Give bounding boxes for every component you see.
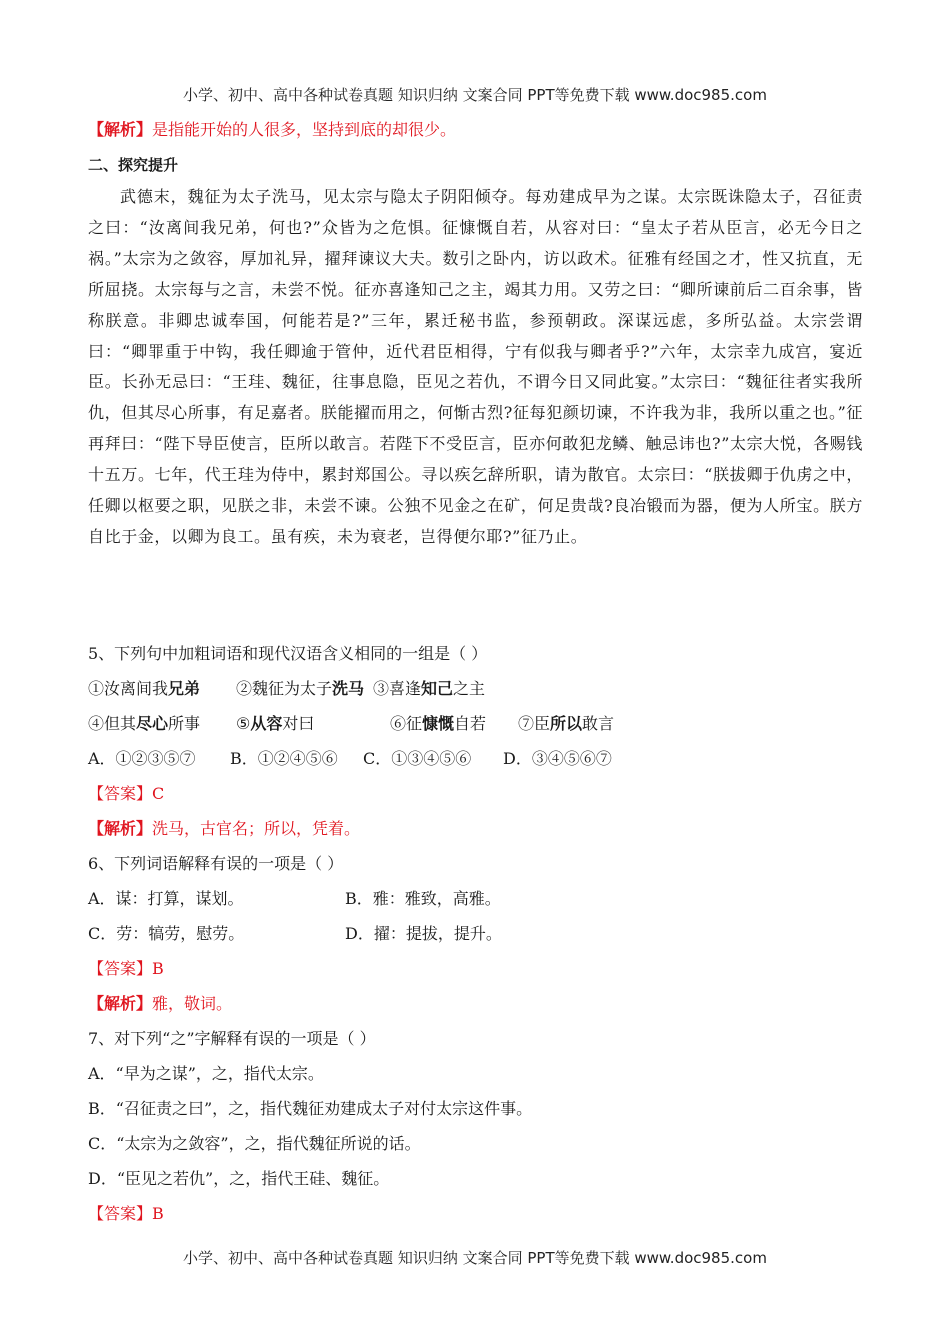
- q5-item-7: ⑦臣所以敢言: [518, 714, 615, 733]
- q5-item-1: ①汝离间我兄弟: [88, 679, 201, 698]
- q5-analysis: [88, 816, 360, 839]
- q5-option-b: B．①②④⑤⑥: [230, 749, 338, 768]
- q5-items-row2: [88, 711, 615, 734]
- analysis-text: 雅，敬词。: [152, 994, 233, 1013]
- analysis-tag: 【解析】: [88, 120, 153, 139]
- answer-tag: 【答案】: [88, 1204, 153, 1223]
- q6-stem: 6、下列词语解释有误的一项是（ ）: [88, 854, 344, 873]
- q7-option-d: D．“臣见之若仇”，之，指代王硅、魏征。: [88, 1169, 390, 1188]
- passage: 武德末，魏征为太子洗马，见太宗与隐太子阴阳倾夺。每劝建成早为之谋。太宗既诛隐太子，召征责之曰：“汝离间我兄弟，何也?”众皆为之危惧。征慷慨自若，从容对曰：“皇太子若从臣言，必无今日之祸。”太宗为之敛容，厚加礼异，擢拜谏议大夫。数引之卧内，访以政术。征雅有经国之才，性又抗直，无所屈挠。太宗每与之言，未尝不悦。征亦喜逢知己之主，竭其力用。又劳之曰：“卿所谏前后二百余事，皆称朕意。非卿忠诚奉国，何能若是?”三年，累迁秘书监，参预朝政。深谋远虑，多所弘益。太宗尝谓曰：“卿罪重于中钩，我任卿逾于管仲，近代君臣相得，宁有似我与卿者乎?”六年，太宗幸九成宫，宴近臣。长孙无忌曰：“王珪、魏征，往事息隐，臣见之若仇，不谓今日又同此宴。”太宗曰：“魏征往者实我所仇，但其尽心所事，有足嘉者。朕能擢而用之，何惭古烈?征每犯颜切谏，不许我为非，我所以重之也。”征再拜曰：“陛下导臣使言，臣所以敢言。若陛下不受臣言，臣亦何敢犯龙鳞、触忌讳也?”太宗大悦，各赐钱十五万。七年，代王珪为侍中，累封郑国公。寻以疾乞辞所职，请为散官。太宗曰：“朕拔卿于仇虏之中，任卿以枢要之职，见朕之非，未尝不谏。公独不见金之在矿，何足贵哉?良冶锻而为器，便为人所宝。朕方自比于金，以卿为良工。虽有疾，未为衰老，岂得便尔耶?”征乃止。: [88, 187, 863, 546]
- analysis-tag: 【解析】: [88, 994, 153, 1013]
- page-footer: 小学、初中、高中各种试卷真题 知识归纳 文案合同 PPT等免费下载 www.doc985.com: [183, 1249, 767, 1267]
- q5-option-a: A．①②③⑤⑦: [88, 749, 196, 768]
- q5-item-5: ⑤从容对曰: [236, 714, 315, 733]
- analysis-text: 洗马，古官名；所以，凭着。: [152, 819, 361, 838]
- answer-tag: 【答案】: [88, 959, 153, 978]
- q5-options: [88, 746, 612, 769]
- top-analysis: [88, 117, 456, 140]
- q7-option-b: B．“召征责之曰”，之，指代魏征劝建成太子对付太宗这件事。: [88, 1099, 533, 1118]
- section-title: 二、探究提升: [88, 156, 179, 174]
- q7-stem: 7、对下列“之”字解释有误的一项是（ ）: [88, 1029, 376, 1048]
- answer-tag: 【答案】: [88, 784, 153, 803]
- q5-answer: [88, 781, 164, 804]
- q5-option-d: D．③④⑤⑥⑦: [503, 749, 612, 768]
- q7-option-a: A．“早为之谋”，之，指代太宗。: [88, 1064, 324, 1083]
- q6-option-b: B．雅：雅致，高雅。: [345, 889, 501, 908]
- q6-option-d: D．擢：提拔，提升。: [345, 924, 502, 943]
- answer-value: B: [152, 1204, 164, 1223]
- q6-options-row1: [88, 886, 501, 909]
- q6-analysis: [88, 991, 232, 1014]
- analysis-tag: 【解析】: [88, 819, 153, 838]
- analysis-text: 是指能开始的人很多，坚持到底的却很少。: [152, 120, 457, 139]
- q5-item-2: ②魏征为太子洗马: [236, 679, 365, 698]
- answer-value: C: [152, 784, 165, 803]
- q6-option-a: A．谋：打算，谋划。: [88, 889, 244, 908]
- q7-answer: [88, 1201, 164, 1224]
- q5-item-6: ⑥征慷慨自若: [390, 714, 487, 733]
- q6-options-row2: [88, 921, 502, 944]
- page-header: 小学、初中、高中各种试卷真题 知识归纳 文案合同 PPT等免费下载 www.doc985.com: [183, 86, 767, 104]
- q6-answer: [88, 956, 164, 979]
- q5-item-3: ③喜逢知己之主: [373, 679, 486, 698]
- q5-option-c: C．①③④⑤⑥: [363, 749, 472, 768]
- q5-stem: 5、下列句中加粗词语和现代汉语含义相同的一组是（ ）: [88, 644, 488, 663]
- answer-value: B: [152, 959, 164, 978]
- q6-option-c: C．劳：犒劳，慰劳。: [88, 924, 245, 943]
- q5-items-row1: [88, 676, 486, 699]
- q7-option-c: C．“太宗为之敛容”，之，指代魏征所说的话。: [88, 1134, 421, 1153]
- q5-item-4: ④但其尽心所事: [88, 714, 201, 733]
